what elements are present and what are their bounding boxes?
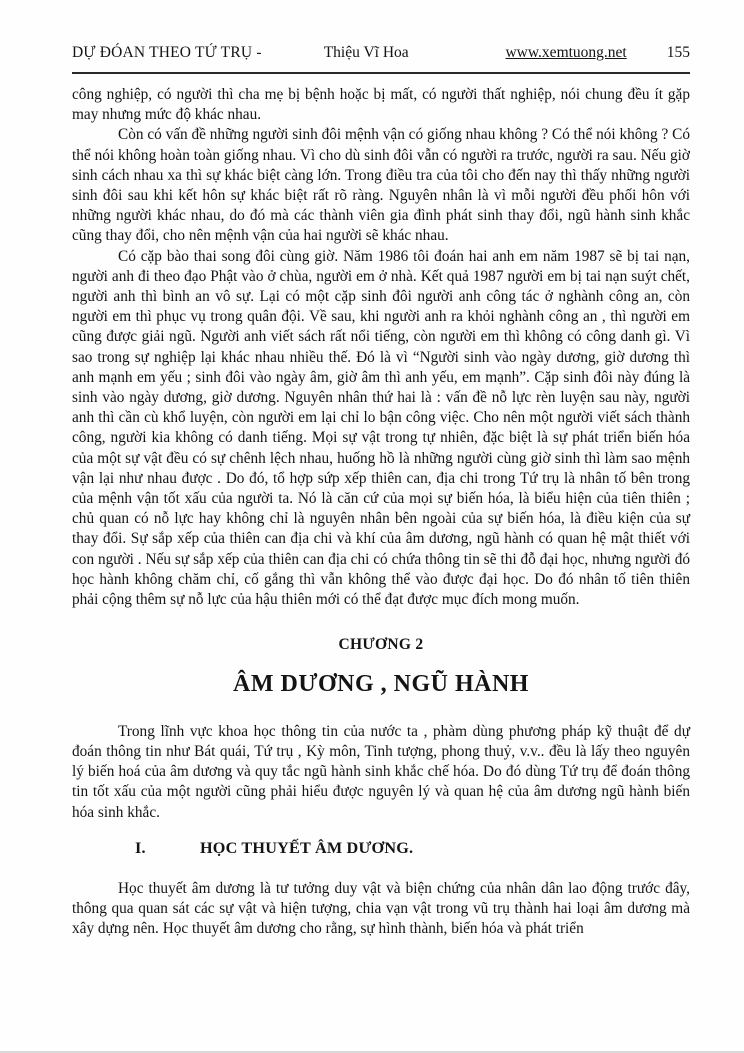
page-number: 155 <box>666 44 690 61</box>
book-title: DỰ ĐÓAN THEO TỨ TRỤ - <box>72 44 262 61</box>
page-body <box>72 85 690 940</box>
section-number: I. <box>135 838 146 857</box>
paragraph-5: Học thuyết âm dương là tư tưởng duy vật và biện chứng của nhân dân lao động trước đây, thông qua quan sát các sự vật và hiện tượng, chia vạn vật trong vũ trụ thành hai loại âm dương mà xây dựng nên. Học thuyết âm dương cho rằng, sự hình thành, biến hóa và phát triển <box>72 879 690 938</box>
header-divider <box>72 72 690 74</box>
author-name: Thiệu Vĩ Hoa <box>323 44 409 61</box>
paragraph-4: Trong lĩnh vực khoa học thông tin của nước ta , phàm dùng phương pháp kỹ thuật để dự đoán thông tin như Bát quái, Tứ trụ , Kỳ môn, Tinh tượng, phong thuỷ, v.v.. đều là lấy theo nguyên lý biến hoá của âm dương và quy tắc ngũ hành sinh khắc chế hóa. Do đó dùng Tứ trụ để đoán thông tin tốt xấu của một người cũng phải hiểu được nguyên lý và quan hệ của âm dương ngũ hành biến hóa sinh khắc. <box>72 722 690 821</box>
paragraph-3: Có cặp bào thai song đôi cùng giờ. Năm 1986 tôi đoán hai anh em năm 1987 sẽ bị tai nạn, người anh đi theo đạo Phật vào ở chùa, người em ở nhà. Kết quả 1987 người em bị tai nạn suýt chết, người anh thì bình an vô sự. Lại có một cặp sinh đôi người anh công tác ở nghành công an, còn người em thì phục vụ trong quân đội. Về sau, khi người anh ra khỏi nghành công an , thì người em cũng được giải ngũ. Người anh viết sách rất nổi tiếng, còn người em thì không có công danh gì. Vì sao trong sự nghiệp lại khác nhau nhiều thế. Đó là vì “Người sinh vào ngày dương, giờ dương thì anh mạnh em yếu ; sinh đôi vào ngày âm, giờ âm thì anh yếu, em mạnh”. Cặp sinh đôi này đúng là sinh vào ngày dương, giờ dương. Nguyên nhân thứ hai là : vấn đề nỗ lực rèn luyện sau này, người anh thì cần cù khổ luyện, còn người em lại chỉ lo bận công việc. Cho nên một người viết sách thành công, người kia không có danh tiếng. Mọi sự vật trong tự nhiên, đặc biệt là sự phát triển biến hóa của một sự vật đều có sự chênh lệch nhau, huống hồ là những người cùng giờ sinh thì làm sao mệnh vận lại như nhau được . Do đó, tổ hợp sứp xếp thiên can, địa chi trong Tứ trụ là nhân tố bên trong của mệnh vận tốt xấu của người ta. Nó là căn cứ của mọi sự biến hóa, là biểu hiện của tiên thiên ; chủ quan có nỗ lực hay không chỉ là nguyên nhân bên ngoài của sự biến hóa, là điều kiện của sự thay đổi. Sự sắp xếp của thiên can địa chi và khí của âm dương, ngũ hành có quan hệ mật thiết với con người . Nếu sự sắp xếp của thiên can địa chi có chứa thông tin sẽ thi đỗ đại học, nhưng người đó học hành không chăm chỉ, cố gắng thì vẫn không thể vào được đại học. Do đó nhân tố tiên thiên phải cộng thêm sự nỗ lực của hậu thiên mới có thể đạt được mục đích mong muốn. <box>72 247 690 609</box>
chapter-label: CHƯƠNG 2 <box>338 636 424 654</box>
section-title: HỌC THUYẾT ÂM DƯƠNG. <box>200 838 414 857</box>
paragraph-2: Còn có vấn đề những người sinh đôi mệnh vận có giống nhau không ? Có thể nói không ? Có thể nói không hoàn toàn giống nhau. Vì cho dù sinh đôi vẫn có người ra trước, người ra sau. Nếu giờ sinh cách nhau xa thì sự khác biệt càng lớn. Trong điều tra của tôi cho đến nay thì thấy những người sinh đôi sau khi kết hôn sự khác biệt rất rõ ràng. Nguyên nhân là vì mỗi người đều phối hôn với những người khác nhau, do đó mà các thành viên gia đình phát sinh thay đổi, ngũ hành sinh khắc cũng thay đổi, cho nên mệnh vận của hai người sẽ khác nhau. <box>72 126 690 245</box>
chapter-title: ÂM DƯƠNG , NGŨ HÀNH <box>233 671 529 698</box>
page-header <box>72 44 690 62</box>
paragraph-1: công nghiệp, có người thì cha mẹ bị bệnh hoặc bị mất, có người thất nghiệp, nói chung đều ít gặp may nhưng mức độ khác nhau. <box>72 86 690 124</box>
website-link[interactable]: www.xemtuong.net <box>505 44 627 61</box>
section-heading <box>72 838 690 858</box>
